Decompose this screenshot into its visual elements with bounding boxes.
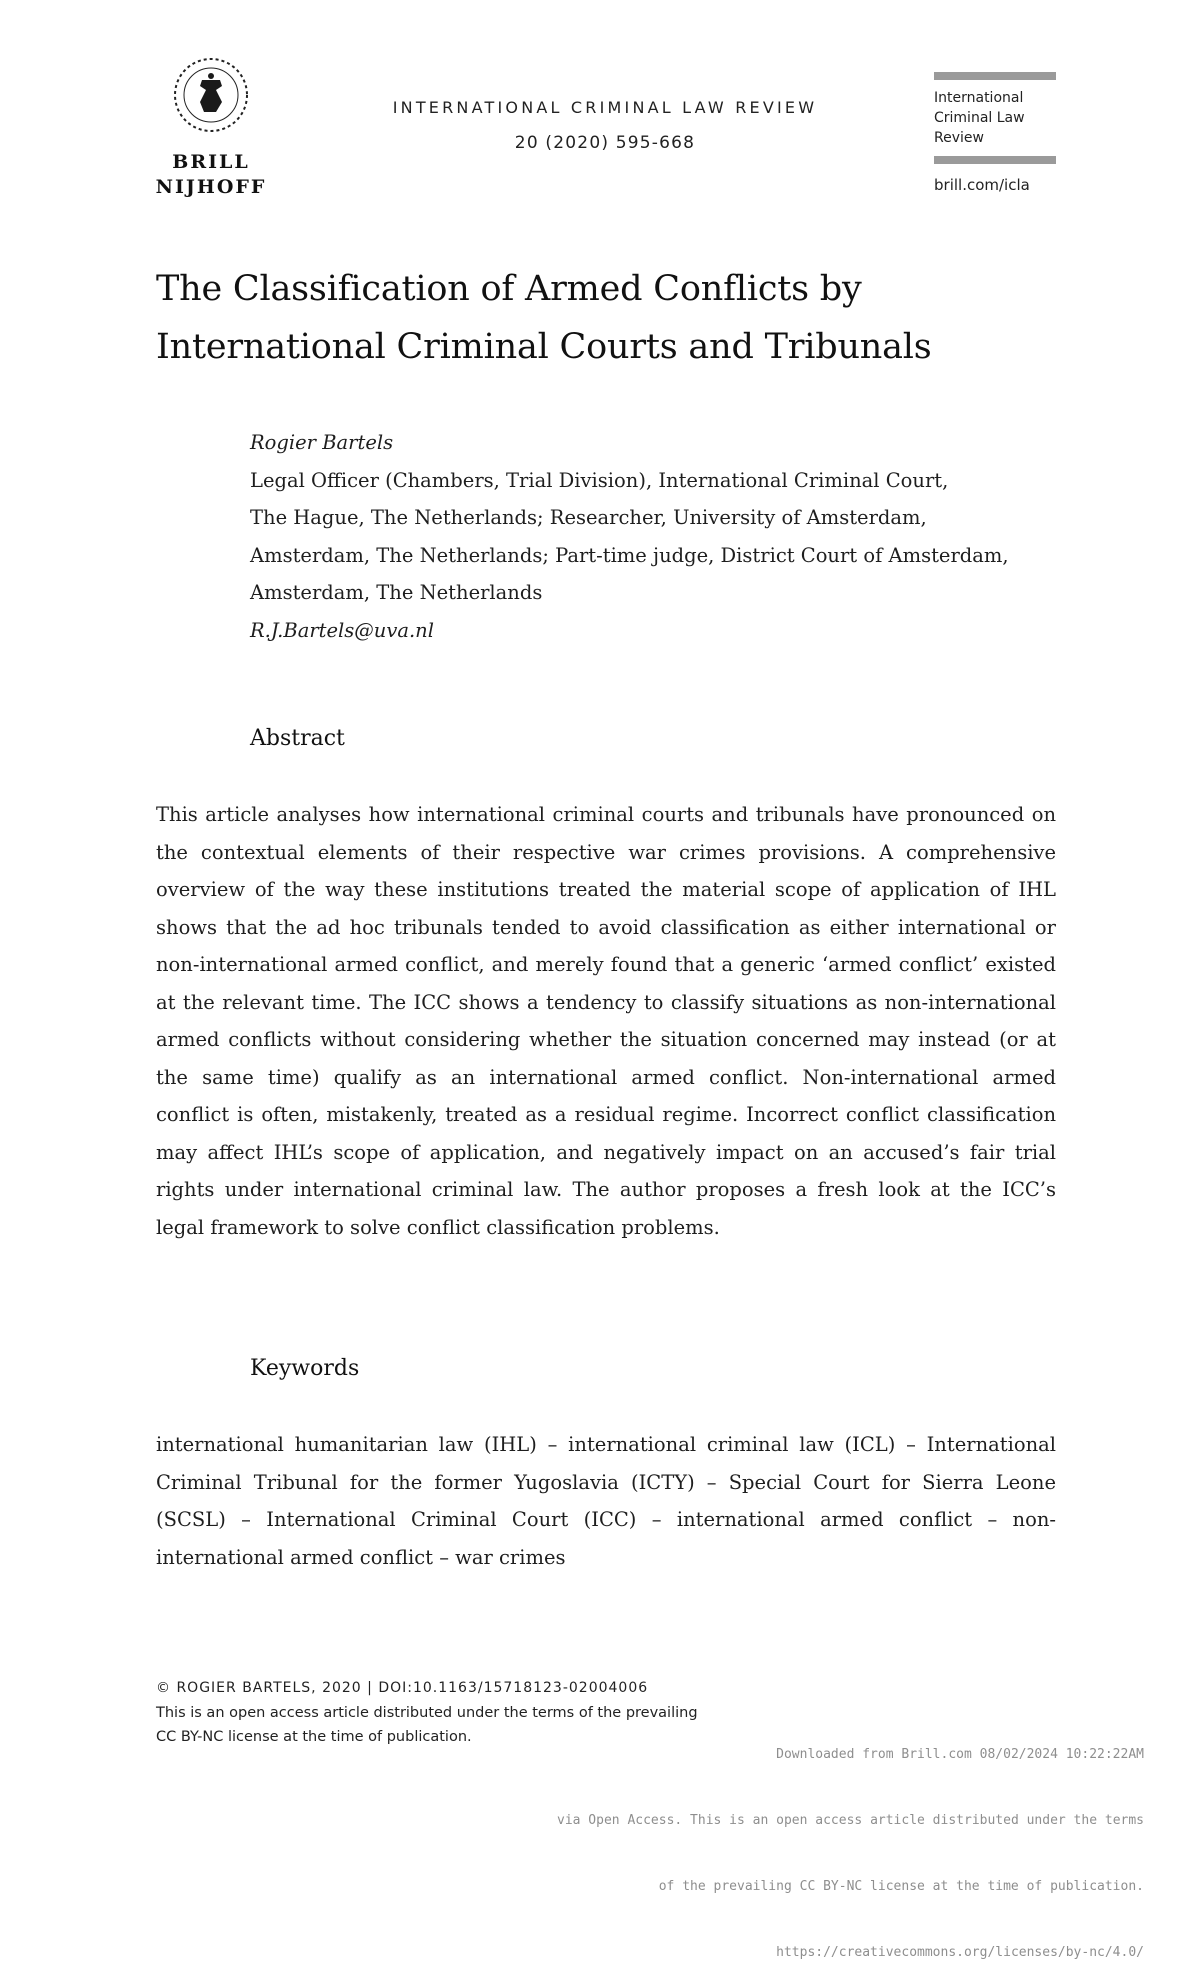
- journal-logo-line: International: [934, 90, 1024, 106]
- journal-logo-text: [934, 80, 1056, 156]
- logo-top-bar: [934, 72, 1056, 80]
- journal-volume: 20 (2020) 595-668: [514, 133, 696, 153]
- journal-logo-line: Review: [934, 130, 984, 146]
- abstract-text: This article analyses how international criminal courts and tribunals have pronounced on the contextual elements of their respective war crimes provisions. A comprehensive overview of the way these institutions treated the material scope of application of IHL shows that the ad hoc tribunals tended to avoid classification as either international or non-international armed conflict, and merely found that a generic ‘armed conflict’ existed at the relevant time. The ICC shows a tendency to classify situations as non-international armed conflicts without considering whether the situation concerned may instead (or at the same time) qualify as an international armed conflict. Non-international armed conflict is often, mistakenly, treated as a residual regime. Incorrect conflict classification may affect IHL’s scope of application, and negatively impact on an accused’s fair trial rights under international criminal law. The author proposes a fresh look at the ICC’s legal framework to solve conflict classification problems.: [156, 803, 1056, 1239]
- affiliation-line: The Hague, The Netherlands; Researcher, University of Amsterdam,: [250, 506, 927, 529]
- journal-logo-line: Criminal Law: [934, 110, 1025, 126]
- keywords-heading: Keywords: [250, 1356, 360, 1381]
- logo-bottom-bar: [934, 156, 1056, 164]
- affiliation-line: Amsterdam, The Netherlands; Part-time judge, District Court of Amsterdam,: [250, 543, 1009, 567]
- author-block: [250, 424, 1070, 649]
- title-line: International Criminal Courts and Tribunals: [156, 327, 932, 367]
- watermark-line: Downloaded from Brill.com 08/02/2024 10:22:22AM: [776, 1747, 1144, 1762]
- publisher-logo: [150, 56, 272, 200]
- journal-url[interactable]: brill.com/icla: [934, 176, 1030, 194]
- affiliation-line: Legal Officer (Chambers, Trial Division), International Criminal Court,: [250, 468, 949, 492]
- watermark-line: via Open Access. This is an open access article distributed under the terms: [557, 1813, 1144, 1828]
- watermark-line: of the prevailing CC BY-NC license at the time of publication.: [658, 1879, 1144, 1894]
- watermark-line[interactable]: https://creativecommons.org/licenses/by-nc/4.0/: [776, 1945, 1144, 1960]
- keywords-text: international humanitarian law (IHL) – international criminal law (ICL) – International Criminal Tribunal for the former Yugoslavia (ICTY) – Special Court for Sierra Leone (SCSL) – International Criminal Court (ICC) – international armed conflict – non-international armed conflict – war crimes: [156, 1433, 1056, 1569]
- affiliation-line: Amsterdam, The Netherlands: [250, 581, 543, 604]
- journal-logo: [934, 72, 1056, 194]
- journal-name: INTERNATIONAL CRIMINAL LAW REVIEW: [392, 98, 818, 117]
- article-title: [156, 260, 1056, 376]
- download-watermark: [384, 1700, 1144, 1986]
- abstract-heading: Abstract: [250, 726, 345, 751]
- journal-header: [360, 98, 850, 153]
- author-name: Rogier Bartels: [250, 431, 394, 454]
- license-notice: This is an open access article distributed under the terms of the prevailing CC BY-NC license at the time of publication.: [156, 1705, 698, 1745]
- title-line: The Classification of Armed Conflicts by: [156, 269, 862, 309]
- copyright-doi: © ROGIER BARTELS, 2020 | DOI:10.1163/15718123-02004006: [156, 1680, 649, 1696]
- publisher-name-line-1: BRILL: [172, 151, 250, 173]
- brill-seal-icon: [172, 56, 250, 134]
- publisher-name-line-2: NIJHOFF: [155, 176, 267, 198]
- author-email[interactable]: R.J.Bartels@uva.nl: [250, 618, 434, 642]
